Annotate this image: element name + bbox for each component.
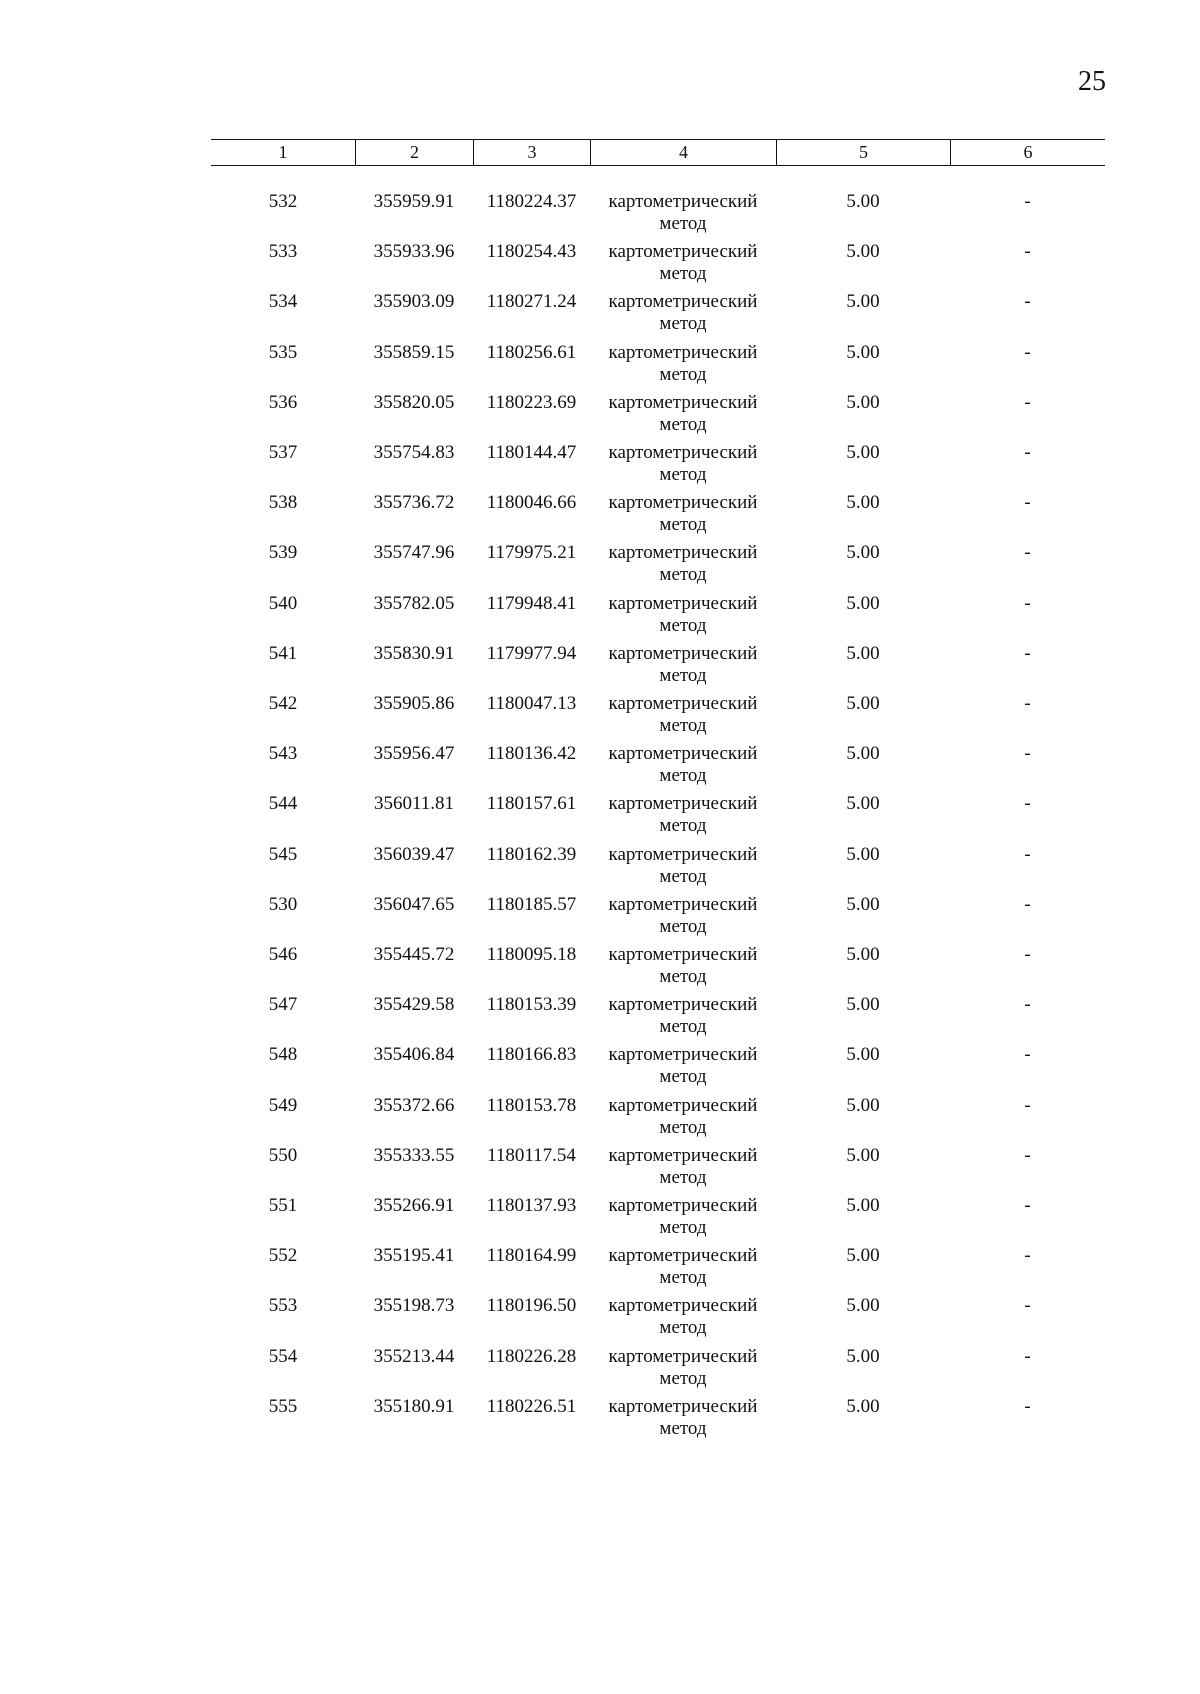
coordinate-x: 355754.83	[373, 442, 455, 463]
method-line-2: метод	[659, 715, 707, 736]
coordinate-x: 355956.47	[373, 743, 455, 765]
determination-method	[590, 793, 776, 837]
determination-method	[590, 643, 776, 687]
point-number: 542	[268, 693, 298, 714]
method-line-2: метод	[659, 1016, 707, 1038]
determination-method	[590, 492, 776, 536]
determination-method	[590, 1396, 776, 1440]
method-line-1: картометрический	[608, 492, 758, 514]
point-number: 544	[268, 793, 298, 815]
method-line-2: метод	[659, 1267, 707, 1289]
method-line-1: картометрический	[608, 241, 758, 263]
table-row	[211, 1346, 1105, 1396]
method-line-1: картометрический	[608, 592, 758, 614]
method-line-1: картометрический	[608, 1245, 758, 1267]
note-value: -	[1024, 994, 1031, 1016]
precision-value: 5.00	[846, 793, 880, 815]
coordinate-y: 1179975.21	[486, 542, 577, 564]
coordinate-y: 1180166.83	[486, 1044, 577, 1066]
method-line-1: картометрический	[608, 1144, 758, 1166]
method-line-1: картометрический	[608, 291, 758, 313]
method-line-1: картометрический	[608, 341, 758, 363]
point-number: 537	[268, 442, 298, 463]
note-value: -	[1024, 1195, 1031, 1216]
method-line-1: картометрический	[608, 1295, 758, 1317]
table-header	[211, 139, 1105, 166]
coordinate-x: 355959.91	[373, 191, 455, 212]
note-value: -	[1024, 642, 1031, 664]
table-row	[211, 1396, 1105, 1446]
determination-method	[590, 191, 776, 235]
method-line-1: картометрический	[608, 191, 758, 212]
note-value: -	[1024, 1144, 1031, 1166]
method-line-1: картометрический	[608, 391, 758, 413]
note-value: -	[1024, 241, 1031, 263]
method-line-2: метод	[659, 915, 707, 937]
coordinate-y: 1180117.54	[487, 1144, 576, 1166]
coordinate-y: 1180224.37	[486, 191, 577, 212]
precision-value: 5.00	[846, 843, 880, 865]
coordinates-table	[211, 139, 1105, 1439]
precision-value: 5.00	[846, 542, 880, 564]
table-row	[211, 844, 1105, 894]
determination-method	[590, 593, 776, 637]
coordinate-x: 355406.84	[373, 1044, 455, 1066]
coordinate-y: 1180144.47	[486, 442, 577, 463]
method-line-1: картометрический	[608, 994, 758, 1016]
coordinate-y: 1180164.99	[486, 1245, 577, 1267]
coordinate-x: 355747.96	[373, 542, 455, 564]
note-value: -	[1024, 1345, 1031, 1367]
precision-value: 5.00	[846, 592, 880, 614]
point-number: 530	[268, 893, 298, 915]
point-number: 533	[268, 241, 298, 263]
precision-value: 5.00	[846, 241, 880, 263]
method-line-1: картометрический	[608, 1345, 758, 1367]
precision-value: 5.00	[846, 1094, 880, 1116]
method-line-1: картометрический	[608, 1395, 758, 1417]
method-line-2: метод	[659, 765, 707, 787]
header-cell-3: 3	[473, 140, 590, 165]
coordinate-y: 1180137.93	[486, 1195, 577, 1216]
coordinate-x: 355429.58	[373, 994, 455, 1016]
coordinate-x: 355820.05	[373, 391, 455, 413]
method-line-1: картометрический	[608, 642, 758, 664]
coordinate-y: 1180223.69	[486, 391, 577, 413]
table-row	[211, 392, 1105, 442]
method-line-2: метод	[659, 213, 707, 234]
point-number: 552	[268, 1245, 298, 1267]
precision-value: 5.00	[846, 1195, 880, 1216]
precision-value: 5.00	[846, 642, 880, 664]
note-value: -	[1024, 442, 1031, 463]
determination-method	[590, 241, 776, 285]
coordinate-y: 1180136.42	[486, 743, 577, 765]
note-value: -	[1024, 793, 1031, 815]
header-cell-2: 2	[355, 140, 473, 165]
precision-value: 5.00	[846, 191, 880, 212]
note-value: -	[1024, 1094, 1031, 1116]
coordinate-y: 1180157.61	[486, 793, 577, 815]
method-line-1: картометрический	[608, 743, 758, 765]
method-line-1: картометрический	[608, 693, 758, 714]
precision-value: 5.00	[846, 391, 880, 413]
precision-value: 5.00	[846, 1345, 880, 1367]
table-row	[211, 1145, 1105, 1195]
point-number: 553	[268, 1295, 298, 1317]
table-row	[211, 542, 1105, 592]
determination-method	[590, 1346, 776, 1390]
coordinate-x: 356039.47	[373, 843, 455, 865]
note-value: -	[1024, 492, 1031, 514]
precision-value: 5.00	[846, 1044, 880, 1066]
determination-method	[590, 542, 776, 586]
coordinate-x: 355905.86	[373, 693, 455, 714]
coordinate-y: 1180095.18	[486, 944, 577, 965]
header-cell-1: 1	[278, 142, 288, 162]
point-number: 539	[268, 542, 298, 564]
coordinate-x: 355859.15	[373, 341, 455, 363]
determination-method	[590, 1245, 776, 1289]
determination-method	[590, 392, 776, 436]
determination-method	[590, 1145, 776, 1189]
method-line-2: метод	[659, 464, 707, 485]
table-row	[211, 191, 1105, 241]
point-number: 538	[268, 492, 298, 514]
determination-method	[590, 1295, 776, 1339]
determination-method	[590, 743, 776, 787]
point-number: 536	[268, 391, 298, 413]
coordinate-y: 1180153.78	[486, 1094, 577, 1116]
header-cell-4: 4	[590, 140, 776, 165]
note-value: -	[1024, 944, 1031, 965]
precision-value: 5.00	[846, 291, 880, 313]
coordinate-y: 1180226.28	[486, 1345, 577, 1367]
method-line-2: метод	[659, 1066, 707, 1088]
note-value: -	[1024, 743, 1031, 765]
method-line-1: картометрический	[608, 442, 758, 463]
point-number: 535	[268, 341, 298, 363]
table-row	[211, 1044, 1105, 1094]
precision-value: 5.00	[846, 1144, 880, 1166]
coordinate-y: 1180271.24	[486, 291, 577, 313]
method-line-2: метод	[659, 413, 707, 435]
table-row	[211, 342, 1105, 392]
determination-method	[590, 291, 776, 335]
determination-method	[590, 1044, 776, 1088]
method-line-2: метод	[659, 263, 707, 285]
precision-value: 5.00	[846, 1395, 880, 1417]
point-number: 549	[268, 1094, 298, 1116]
point-number: 532	[268, 191, 298, 212]
coordinate-x: 355180.91	[373, 1395, 455, 1417]
method-line-1: картометрический	[608, 893, 758, 915]
method-line-1: картометрический	[608, 1094, 758, 1116]
note-value: -	[1024, 1245, 1031, 1267]
table-row	[211, 1195, 1105, 1245]
note-value: -	[1024, 1044, 1031, 1066]
point-number: 551	[268, 1195, 298, 1216]
precision-value: 5.00	[846, 341, 880, 363]
point-number: 550	[268, 1144, 298, 1166]
determination-method	[590, 894, 776, 938]
table-row	[211, 442, 1105, 492]
method-line-2: метод	[659, 363, 707, 385]
coordinate-x: 355333.55	[373, 1144, 455, 1166]
coordinate-y: 1180046.66	[486, 492, 577, 514]
coordinate-x: 356047.65	[373, 893, 455, 915]
header-cell-6: 6	[950, 140, 1105, 165]
point-number: 548	[268, 1044, 298, 1066]
method-line-2: метод	[659, 1116, 707, 1138]
point-number: 534	[268, 291, 298, 313]
precision-value: 5.00	[846, 893, 880, 915]
table-row	[211, 1095, 1105, 1145]
coordinate-y: 1179948.41	[486, 592, 577, 614]
point-number: 545	[268, 843, 298, 865]
table-row	[211, 1245, 1105, 1295]
coordinate-x: 355213.44	[373, 1345, 455, 1367]
method-line-2: метод	[659, 564, 707, 586]
precision-value: 5.00	[846, 693, 880, 714]
determination-method	[590, 442, 776, 486]
coordinate-x: 355782.05	[373, 592, 455, 614]
coordinate-x: 355830.91	[373, 642, 455, 664]
coordinate-y: 1180254.43	[486, 241, 577, 263]
point-number: 540	[268, 592, 298, 614]
page-number: 25	[1078, 66, 1106, 97]
precision-value: 5.00	[846, 442, 880, 463]
method-line-2: метод	[659, 815, 707, 837]
determination-method	[590, 844, 776, 888]
coordinate-x: 355195.41	[373, 1245, 455, 1267]
point-number: 547	[268, 994, 298, 1016]
header-cell-5: 5	[776, 140, 950, 165]
table-row	[211, 894, 1105, 944]
note-value: -	[1024, 391, 1031, 413]
note-value: -	[1024, 893, 1031, 915]
coordinate-x: 355445.72	[373, 944, 455, 965]
coordinate-x: 355198.73	[373, 1295, 455, 1317]
determination-method	[590, 1195, 776, 1239]
method-line-2: метод	[659, 514, 707, 536]
coordinate-y: 1180226.51	[486, 1395, 577, 1417]
point-number: 546	[268, 944, 298, 965]
note-value: -	[1024, 592, 1031, 614]
coordinate-y: 1180185.57	[486, 893, 577, 915]
determination-method	[590, 994, 776, 1038]
coordinate-y: 1180047.13	[486, 693, 577, 714]
table-row	[211, 492, 1105, 542]
coordinate-y: 1180256.61	[486, 341, 577, 363]
method-line-2: метод	[659, 614, 707, 636]
note-value: -	[1024, 1295, 1031, 1317]
table-row	[211, 793, 1105, 843]
method-line-1: картометрический	[608, 793, 758, 815]
method-line-2: метод	[659, 1367, 707, 1389]
method-line-2: метод	[659, 1166, 707, 1188]
note-value: -	[1024, 542, 1031, 564]
coordinate-y: 1180162.39	[486, 843, 577, 865]
table-row	[211, 1295, 1105, 1345]
table-row	[211, 743, 1105, 793]
table-row	[211, 593, 1105, 643]
precision-value: 5.00	[846, 492, 880, 514]
coordinate-y: 1179977.94	[486, 642, 577, 664]
coordinate-x: 355933.96	[373, 241, 455, 263]
coordinate-x: 356011.81	[373, 793, 455, 815]
note-value: -	[1024, 843, 1031, 865]
table-row	[211, 241, 1105, 291]
table-row	[211, 944, 1105, 994]
point-number: 555	[268, 1395, 298, 1417]
point-number: 554	[268, 1345, 298, 1367]
method-line-1: картометрический	[608, 1044, 758, 1066]
method-line-2: метод	[659, 1317, 707, 1339]
coordinate-y: 1180153.39	[486, 994, 577, 1016]
determination-method	[590, 1095, 776, 1139]
coordinate-x: 355372.66	[373, 1094, 455, 1116]
precision-value: 5.00	[846, 944, 880, 965]
note-value: -	[1024, 291, 1031, 313]
precision-value: 5.00	[846, 743, 880, 765]
note-value: -	[1024, 341, 1031, 363]
table-row	[211, 643, 1105, 693]
method-line-1: картометрический	[608, 944, 758, 965]
table-row	[211, 291, 1105, 341]
method-line-1: картометрический	[608, 1195, 758, 1216]
table-row	[211, 693, 1105, 743]
determination-method	[590, 693, 776, 737]
table-row	[211, 994, 1105, 1044]
method-line-2: метод	[659, 1417, 707, 1439]
coordinate-x: 355266.91	[373, 1195, 455, 1216]
method-line-2: метод	[659, 966, 707, 987]
point-number: 541	[268, 642, 298, 664]
precision-value: 5.00	[846, 1245, 880, 1267]
method-line-2: метод	[659, 865, 707, 887]
determination-method	[590, 944, 776, 988]
method-line-2: метод	[659, 313, 707, 335]
determination-method	[590, 342, 776, 386]
coordinate-x: 355736.72	[373, 492, 455, 514]
coordinate-y: 1180196.50	[486, 1295, 577, 1317]
method-line-2: метод	[659, 664, 707, 686]
method-line-1: картометрический	[608, 843, 758, 865]
point-number: 543	[268, 743, 298, 765]
precision-value: 5.00	[846, 1295, 880, 1317]
method-line-1: картометрический	[608, 542, 758, 564]
coordinate-x: 355903.09	[373, 291, 455, 313]
note-value: -	[1024, 1395, 1031, 1417]
note-value: -	[1024, 191, 1031, 212]
precision-value: 5.00	[846, 994, 880, 1016]
method-line-2: метод	[659, 1217, 707, 1238]
note-value: -	[1024, 693, 1031, 714]
